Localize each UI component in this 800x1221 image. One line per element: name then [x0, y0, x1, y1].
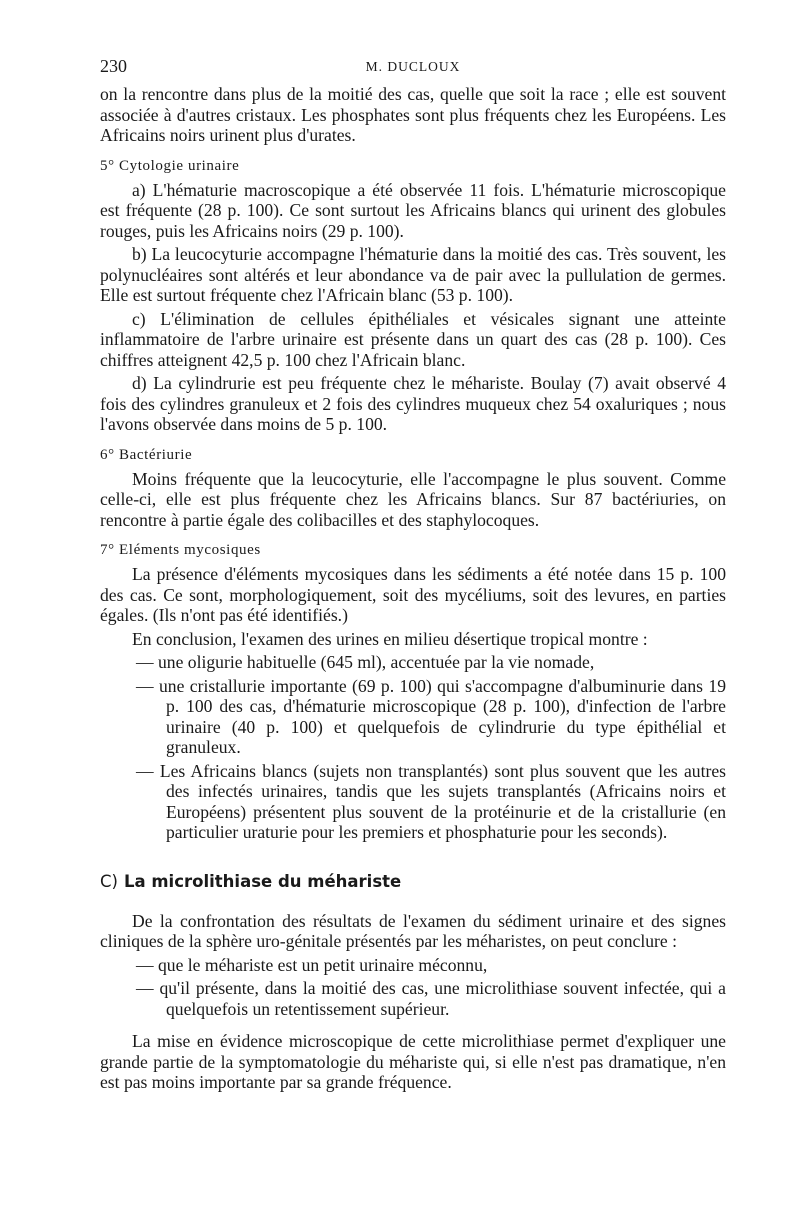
conclusion-item: — que le méhariste est un petit urinaire méconnu, [136, 954, 488, 975]
page [100, 56, 726, 1093]
conclusion-item: — une cristallurie importante (69 p. 100) qui s'accompagne d'albuminurie dans 19 p. 100 des cas, d'hématurie microscopique (28 p. 100), d'infection de l'arbre urinaire (40 p. 100) et quelquefois de cylindrurie du type épithélial et granuleux. [136, 675, 726, 757]
intro-paragraph: on la rencontre dans plus de la moitié des cas, quelle que soit la race ; elle est souvent associée à d'autres cristaux. Les phosphates sont plus fréquents chez les Européens. Les Africains noirs urinent plus d'urates. [100, 84, 726, 145]
conclusion-item: — Les Africains blancs (sujets non transplantés) sont plus souvent que les autres des infectés urinaires, tandis que les sujets transplantés (Africains noirs et Européens) présentent plus souvent de la protéinurie et de la cristallurie (en particulier uraturie pour les premiers et phosphaturie pour les seconds). [136, 760, 726, 842]
section-heading-7: 7° Eléments mycosiques [100, 542, 261, 558]
paragraph-5a: a) L'hématurie macroscopique a été observée 11 fois. L'hématurie microscopique est fréquente (28 p. 100). Ce sont surtout les Africains blancs qui urinent des globules rouges, puis les Africains noirs (29 p. 100). [100, 179, 726, 241]
page-header [100, 56, 726, 84]
chapter-title: La microlithiase du méhariste [123, 871, 402, 891]
paragraph-5d: d) La cylindrurie est peu fréquente chez le méhariste. Boulay (7) avait observé 4 fois des cylindres granuleux et 2 fois des cylindres muqueux chez 54 oxaluriques ; nous l'avons observée dans moins de 5 p. 100. [100, 373, 726, 434]
chapter-letter: C) [100, 871, 118, 891]
paragraph-7: La présence d'éléments mycosiques dans les sédiments a été notée dans 15 p. 100 des cas. Ce sont, morphologiquement, soit des mycéliums, soit des levures, en parties égales. (Ils n'ont pas été identifiés.) [100, 564, 726, 625]
section-heading-5: 5° Cytologie urinaire [100, 157, 240, 174]
paragraph-5c: c) L'élimination de cellules épithéliales et vésicales signant une atteinte inflammatoire de l'arbre urinaire est présente dans un quart des cas (28 p. 100). Ces chiffres atteignent 42,5 p. 100 chez l'Africain blanc. [100, 308, 726, 370]
chapter-heading-c [100, 871, 726, 893]
paragraph-6: Moins fréquente que la leucocyturie, elle l'accompagne le plus souvent. Comme celle-ci, elle est plus fréquente chez les Africains blancs. Sur 87 bactériuries, on rencontre à partie égale des colibacilles et des staphylocoques. [100, 468, 726, 530]
page-number: 230 [100, 56, 127, 76]
conclusion-item: — qu'il présente, dans la moitié des cas, une microlithiase souvent infectée, qui a quelquefois un retentissement supérieur. [136, 978, 726, 1019]
section-heading-6: 6° Bactériurie [100, 446, 193, 463]
running-title: M. DUCLOUX [365, 59, 461, 74]
paragraph-5b: b) La leucocyturie accompagne l'hématurie dans la moitié des cas. Très souvent, les polynucléaires sont altérés et leur abondance va de pair avec la pullulation de germes. Elle est surtout fréquente chez l'Africain blanc (53 p. 100). [100, 244, 726, 305]
conclusion-lead: En conclusion, l'examen des urines en milieu désertique tropical montre : [132, 628, 648, 649]
conclusion-item: — une oligurie habituelle (645 ml), accentuée par la vie nomade, [136, 652, 595, 672]
paragraph-c2: La mise en évidence microscopique de cette microlithiase permet d'expliquer une grande partie de la symptomatologie du méhariste qui, si elle n'est pas dramatique, n'en est pas moins importante par sa grande fréquence. [100, 1031, 726, 1092]
paragraph-c1: De la confrontation des résultats de l'examen du sédiment urinaire et des signes cliniques de la sphère uro-génitale présentés par les méharistes, on peut conclure : [100, 910, 726, 951]
